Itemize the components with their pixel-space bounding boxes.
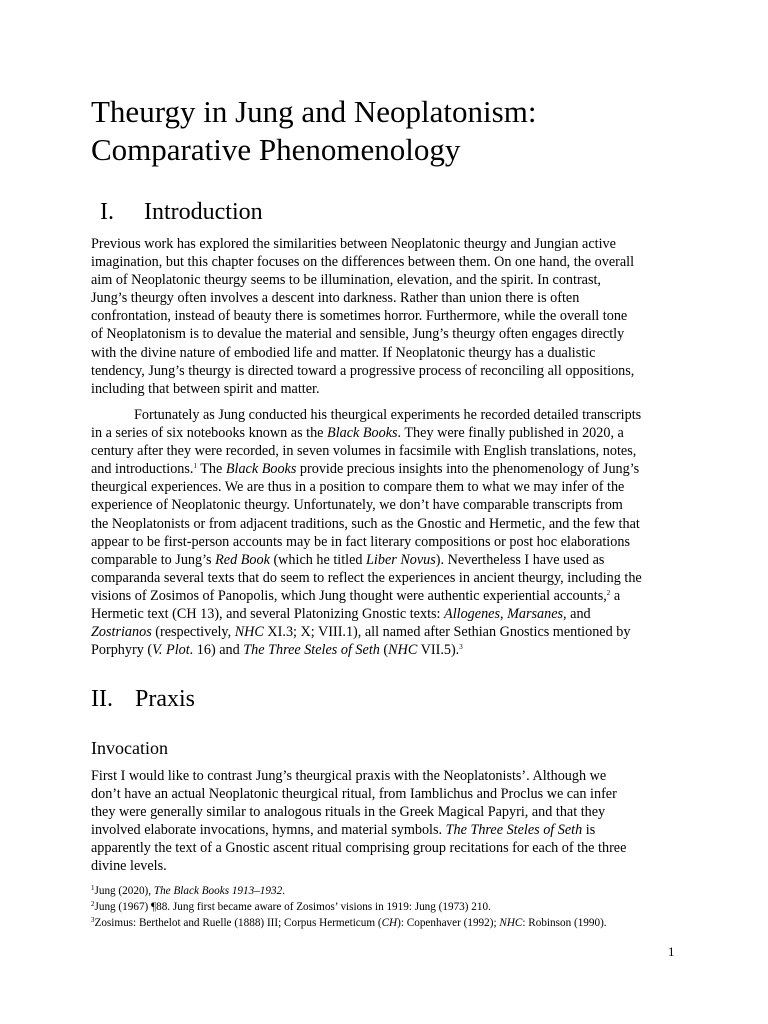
italic-title: Liber Novus — [366, 551, 436, 568]
text-run: The — [196, 461, 226, 478]
text-run: involved elaborate invocations, hymns, and material symbols. — [91, 822, 446, 839]
text-run: (which he titled — [269, 551, 367, 568]
footnote-number: 2 — [91, 900, 95, 908]
paragraph-intro — [91, 235, 681, 398]
text-line: Previous work has explored the similarities between Neoplatonic theurgy and Jungian active — [91, 236, 616, 252]
text-line: the Neoplatonists or from adjacent traditions, such as the Gnostic and Hermetic, and the few that — [91, 515, 640, 532]
italic-title: Red Book — [215, 551, 270, 568]
text-run: Hermetic text (CH 13), and several Platonizing Gnostic texts: — [91, 606, 445, 623]
text-run: ): Copenhaver (1992); — [397, 917, 500, 929]
section-number: I. — [100, 199, 114, 225]
text-run: a — [610, 587, 621, 604]
text-line: including that between spirit and matter. — [91, 380, 320, 397]
text-line: with the divine nature of embodied life and matter. If Neoplatonic theurgy has a dualistic — [91, 344, 596, 361]
italic-abbrev: NHC — [388, 642, 418, 659]
text-line — [91, 641, 681, 659]
title-line: Theurgy in Jung and Neoplatonism: — [91, 94, 537, 129]
text-run: ). Nevertheless I have used as — [435, 551, 605, 568]
text-run: Jung (2020), — [94, 885, 154, 897]
page-number: 1 — [668, 944, 675, 959]
section-title: Introduction — [144, 199, 263, 225]
text-line: divine levels. — [91, 858, 167, 875]
footnote-ref[interactable]: 2 — [606, 588, 611, 597]
paragraph-invocation — [91, 767, 681, 876]
text-line: aim of Neoplatonic theurgy seems to be illumination, elevation, and the spirit. In contrast, — [91, 272, 601, 289]
italic-title: The Black Books 1913–1932 — [153, 885, 283, 897]
text-line: First I would like to contrast Jung’s theurgical praxis with the Neoplatonists’. Although we — [91, 768, 607, 784]
text-line: theurgical experiences. We are thus in a position to compare them to what we may infer of the — [91, 479, 625, 496]
text-line — [91, 551, 681, 569]
text-line: comparanda several texts that do seem to reflect the experiences in ancient theurgy, including the — [91, 569, 642, 586]
footnote-3 — [91, 915, 691, 931]
title-line: Comparative Phenomenology — [91, 132, 461, 167]
section-number: II. — [91, 686, 113, 712]
text-line: apparently the text of a Gnostic ascent ritual comprising group recitations for each of the three — [91, 840, 627, 857]
italic-title: Zostrianos — [91, 624, 152, 641]
text-line — [91, 605, 681, 623]
text-run: is — [582, 822, 596, 839]
text-run: . — [282, 885, 285, 897]
text-run: . They were finally published in 2020, a — [397, 425, 624, 442]
text-run: , — [499, 606, 508, 623]
section-title: Praxis — [135, 686, 195, 712]
italic-title: Allogenes — [444, 606, 500, 623]
text-line — [91, 821, 681, 839]
italic-abbrev: NHC — [499, 917, 523, 929]
text-run: and introductions. — [91, 461, 194, 478]
page-title — [91, 93, 711, 169]
italic-title: The Three Steles of Seth — [445, 822, 583, 839]
text-run: VII.5). — [417, 642, 460, 659]
text-run: Zosimus: Berthelot and Ruelle (1888) III; Corpus Hermeticum ( — [94, 917, 382, 929]
text-line: tendency, Jung’s theurgy is directed toward a progressive process of reconciling all oppositions, — [91, 362, 635, 379]
text-line: imagination, but this chapter focuses on the differences between them. On one hand, the overall — [91, 254, 635, 271]
text-line: appear to be first-person accounts may be in fact literary compositions or post hoc elaborations — [91, 533, 630, 550]
text-run: . 16) and — [189, 642, 244, 659]
section-heading-introduction — [100, 198, 263, 226]
text-run: provide precious insights into the phenomenology of Jung’s — [296, 461, 640, 478]
text-line — [91, 424, 681, 442]
text-run: Jung (1967) ¶88. Jung first became aware of Zosimos’ visions in 1919: Jung (1973) 210. — [94, 901, 491, 913]
text-line: confrontation, instead of beauty there is sometimes horror. Furthermore, while the overall tone — [91, 308, 628, 325]
text-line: Fortunately as Jung conducted his theurgical experiments he recorded detailed transcripts — [134, 407, 642, 423]
paragraph-black-books — [91, 406, 681, 659]
text-line — [91, 460, 681, 478]
section-heading-praxis — [91, 685, 195, 713]
italic-title: Marsanes — [507, 606, 564, 623]
italic-abbrev: NHC — [234, 624, 264, 641]
text-line: of Neoplatonism is to devalue the material and sensible, Jung’s theurgy often engages directly — [91, 326, 625, 343]
footnote-ref[interactable]: 1 — [193, 462, 197, 471]
text-run: Porphyry ( — [91, 642, 153, 659]
text-line — [91, 623, 681, 641]
text-run: , and — [563, 606, 591, 623]
footnote-ref[interactable]: 3 — [459, 643, 463, 652]
text-line — [91, 587, 681, 605]
italic-title: Black Books — [327, 425, 398, 442]
footnote-number: 3 — [91, 916, 95, 924]
text-run: visions of Zosimos of Panopolis, which Jung thought were authentic experiential accounts, — [91, 587, 607, 604]
footnotes — [91, 883, 691, 931]
text-line: they were generally similar to analogous rituals in the Greek Magical Papyri, and that they — [91, 804, 606, 821]
footnote-1 — [91, 883, 691, 899]
footnote-2 — [91, 899, 691, 915]
text-run: ( — [379, 642, 389, 659]
subheading-invocation: Invocation — [91, 738, 168, 758]
italic-abbrev: V. Plot — [152, 642, 190, 659]
text-run: : Robinson (1990). — [522, 917, 607, 929]
text-line: century after they were recorded, in seven volumes in facsimile with English translations, notes, — [91, 443, 637, 460]
footnote-number: 1 — [91, 884, 95, 892]
text-line: Jung’s theurgy often involves a descent into darkness. Rather than union there is often — [91, 290, 580, 307]
text-run: XI.3; X; VIII.1), all named after Sethian Gnostics mentioned by — [263, 624, 631, 641]
italic-abbrev: CH — [381, 917, 398, 929]
italic-title: Black Books — [225, 461, 297, 478]
text-line: experience of Neoplatonic theurgy. Unfortunately, we don’t have comparable transcripts from — [91, 497, 623, 514]
italic-title: The Three Steles of Seth — [243, 642, 380, 659]
text-run: comparable to Jung’s — [91, 551, 216, 568]
text-run: (respectively, — [151, 624, 235, 641]
text-line: don’t have an actual Neoplatonic theurgical ritual, from Iamblichus and Proclus we can infer — [91, 786, 617, 803]
text-run: in a series of six notebooks known as the — [91, 425, 328, 442]
